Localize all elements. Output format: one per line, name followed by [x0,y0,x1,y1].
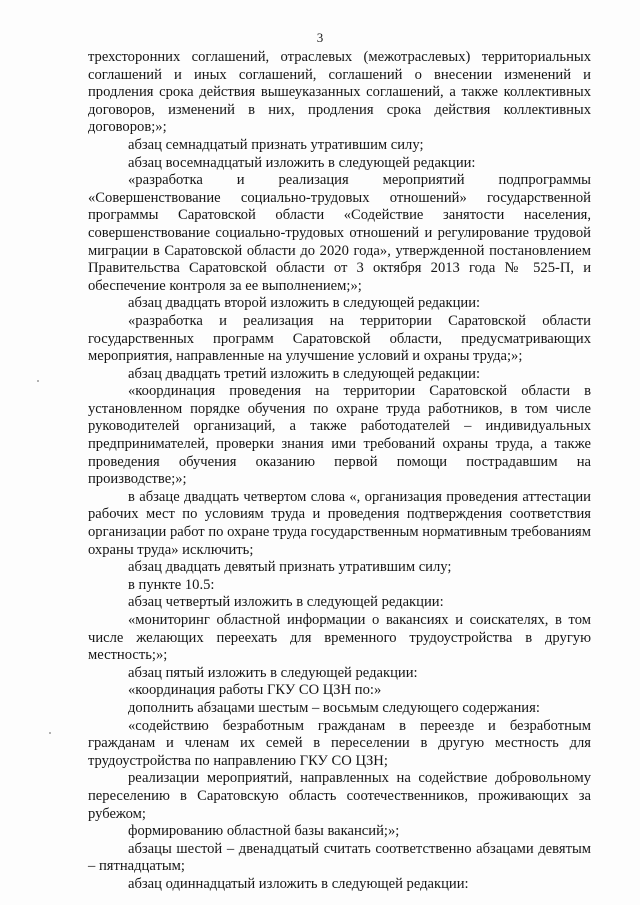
paragraph: абзац семнадцатый признать утратившим силу; [128,136,424,153]
paragraph: «координация работы ГКУ СО ЦЗН по:» [128,682,382,699]
paragraph: дополнить абзацами шестым – восьмым следующего содержания: [128,699,540,716]
document-body [88,49,591,894]
paragraph: реализации мероприятий, направленных на содействие добровольному переселению в Саратовскую область соотечественников, проживающих за рубежом; [88,770,591,822]
paragraph: абзац двадцать девятый признать утратившим силу; [128,559,452,576]
paragraph: «разработка и реализация на территории Саратовской области государственных программ Саратовской области, предусматривающих мероприятия, направленные на улучшение условий и охраны труда;»; [88,312,591,365]
paragraph: абзац двадцать третий изложить в следующей редакции: [128,365,481,382]
paragraph: абзац двадцать второй изложить в следующей редакции: [128,295,481,312]
paragraph: абзац пятый изложить в следующей редакции: [128,664,418,681]
paragraph-continuation: трехсторонних соглашений, отраслевых (межотраслевых) территориальных соглашений и иных соглашений, соглашений о внесении изменений и продления срока действия вышеуказанных соглашений, а также коллективных договоров, изменений в них, продления срока действия коллективных договоров;»; [88,49,591,136]
scan-speck [37,380,39,382]
paragraph: абзац одиннадцатый изложить в следующей редакции: [128,875,469,892]
paragraph: абзац четвертый изложить в следующей редакции: [128,594,444,611]
paragraph: формированию областной базы вакансий;»; [128,823,400,840]
paragraph: «содействию безработным гражданам в переезде и безработным гражданам и членам их семей в переселении в другую местность для трудоустройства по направлению ГКУ СО ЦЗН; [88,717,591,769]
paragraph: абзацы шестой – двенадцатый считать соответственно абзацами девятым – пятнадцатым; [88,840,591,875]
paragraph: абзац восемнадцатый изложить в следующей редакции: [128,154,476,171]
paragraph: в пункте 10.5: [128,576,215,593]
paragraph: «разработка и реализация мероприятий подпрограммы «Совершенствование социально-трудовых отношений» государственной программы Саратовской области «Содействие занятости населения, совершенствование социально-трудовых отношений и регулирование трудовой миграции в Саратовской области до 2020 года», утвержденной постановлением Правительства Саратовской области от 3 октября 2013 года № 525-П, и обеспечение контроля за ее выполнением;»; [88,172,591,294]
paragraph: «мониторинг областной информации о вакансиях и соискателях, в том числе желающих переехать для временного трудоустройства в другую местность;»; [88,612,591,664]
paragraph: «координация проведения на территории Саратовской области в установленном порядке обучения по охране труда работников, в том числе руководителей организаций, а также работодателей – индивидуальных предпринимателей, проверки знания ими требований охраны труда, а также проведения обучения оказанию первой помощи пострадавшим на производстве;»; [88,383,591,488]
page-number: 3 [316,30,324,45]
paragraph: в абзаце двадцать четвертом слова «, организация проведения аттестации рабочих мест по условиям труда и проведения подтверждения соответствия организации работ по охране труда государственным нормативным требованиям охраны труда» исключить; [88,488,591,558]
scan-speck [49,732,51,734]
